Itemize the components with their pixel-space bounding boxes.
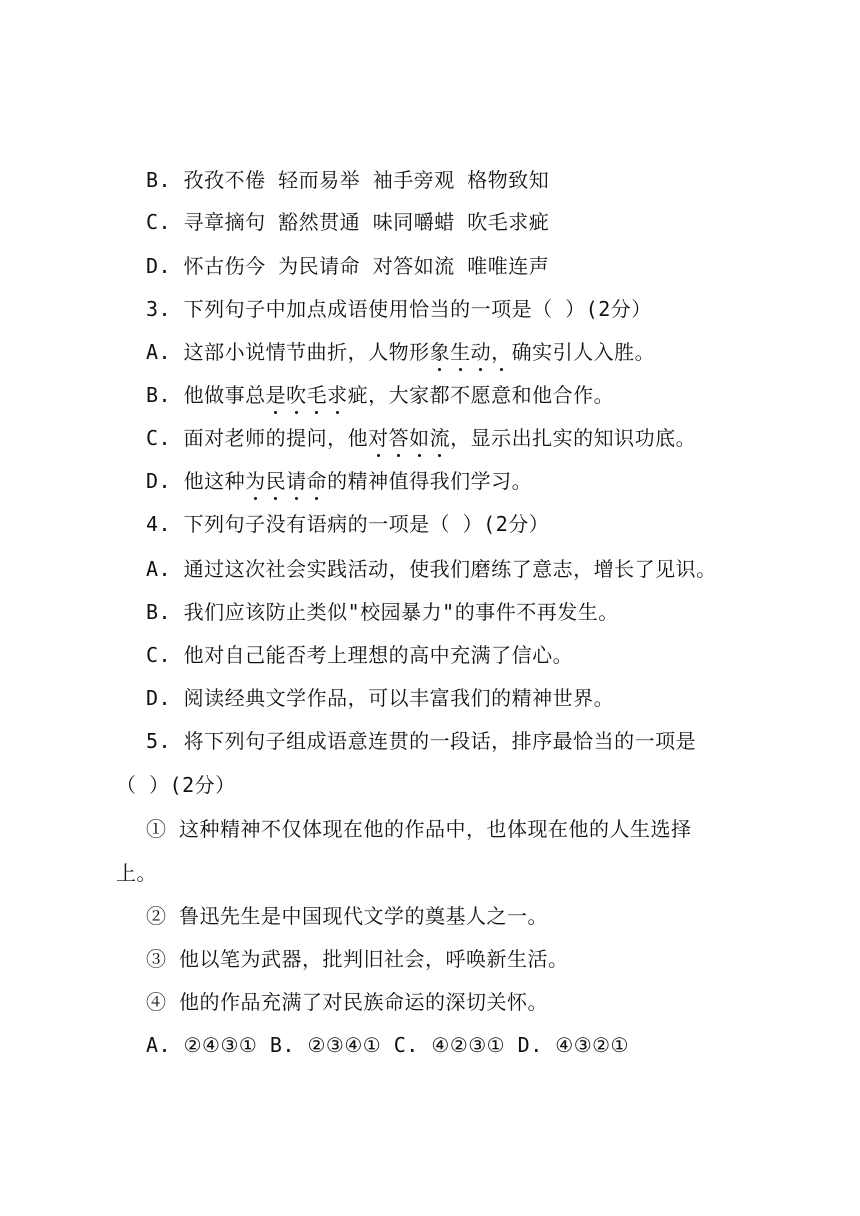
q5-sentence-1-continued: 上。 bbox=[116, 861, 157, 885]
emphasis-dot-char: 对 bbox=[368, 426, 389, 450]
emphasis-dot-char: 民 bbox=[265, 469, 287, 493]
question-4-stem: 4. 下列句子没有语病的一项是（ ）(2分） bbox=[146, 512, 550, 536]
q5-answer-options: A. ②④③① B. ②③④① C. ④②③① D. ④③②① bbox=[146, 1033, 629, 1057]
q4-option-c: C. 他对自己能否考上理想的高中充满了信心。 bbox=[146, 643, 574, 667]
q3-option-a: A. 这部小说情节曲折，人物形象生动，确实引人入胜。 bbox=[146, 340, 656, 364]
q5-sentence-4: ④ 他的作品充满了对民族命运的深切关怀。 bbox=[146, 990, 549, 1014]
emphasis-dot-char: 请 bbox=[286, 469, 307, 493]
emphasis-dot-char: 如 bbox=[409, 426, 430, 450]
emphasis-dot-char: 动 bbox=[470, 340, 492, 364]
emphasis-dot-char: 求 bbox=[327, 383, 348, 407]
emphasis-dot-char: 命 bbox=[306, 469, 328, 493]
q5-sentence-2: ② 鲁迅先生是中国现代文学的奠基人之一。 bbox=[146, 904, 549, 928]
question-5-stem-continued: （ ）(2分） bbox=[116, 773, 236, 797]
q4-option-a: A. 通过这次社会实践活动，使我们磨练了意志，增长了见识。 bbox=[146, 557, 717, 581]
q5-sentence-3: ③ 他以笔为武器，批判旧社会，呼唤新生活。 bbox=[146, 947, 569, 971]
emphasis-dot-char: 毛 bbox=[306, 383, 328, 407]
q4-option-b: B. 我们应该防止类似"校园暴力"的事件不再发生。 bbox=[146, 600, 619, 624]
emphasis-dot-char: ， bbox=[491, 340, 512, 364]
option-d-idioms: D. 怀古伤今 为民请命 对答如流 唯唯连声 bbox=[146, 254, 550, 278]
emphasis-dot-char: 是 bbox=[265, 383, 287, 407]
question-3-stem: 3. 下列句子中加点成语使用恰当的一项是（ ）(2分） bbox=[146, 297, 652, 321]
q3-option-d: D. 他这种为民请命的精神值得我们学习。 bbox=[146, 469, 533, 493]
emphasis-dot-char: 吹 bbox=[286, 383, 307, 407]
option-b-idioms: B. 孜孜不倦 轻而易举 袖手旁观 格物致知 bbox=[146, 168, 550, 192]
emphasis-dot-char: 生 bbox=[450, 340, 471, 364]
emphasis-dot-char: 象 bbox=[429, 340, 451, 364]
emphasis-dot-char: 答 bbox=[388, 426, 410, 450]
q3-option-c: C. 面对老师的提问，他对答如流，显示出扎实的知识功底。 bbox=[146, 426, 697, 450]
option-c-idioms: C. 寻章摘句 豁然贯通 味同嚼蜡 吹毛求疵 bbox=[146, 210, 550, 234]
question-5-stem: 5. 将下列句子组成语意连贯的一段话，排序最恰当的一项是 bbox=[146, 729, 697, 753]
q3-option-b: B. 他做事总是吹毛求疵，大家都不愿意和他合作。 bbox=[146, 383, 615, 407]
q4-option-d: D. 阅读经典文学作品，可以丰富我们的精神世界。 bbox=[146, 686, 615, 710]
q5-sentence-1: ① 这种精神不仅体现在他的作品中，也体现在他的人生选择 bbox=[146, 817, 692, 841]
emphasis-dot-char: 流 bbox=[429, 426, 451, 450]
emphasis-dot-char: 为 bbox=[245, 469, 266, 493]
